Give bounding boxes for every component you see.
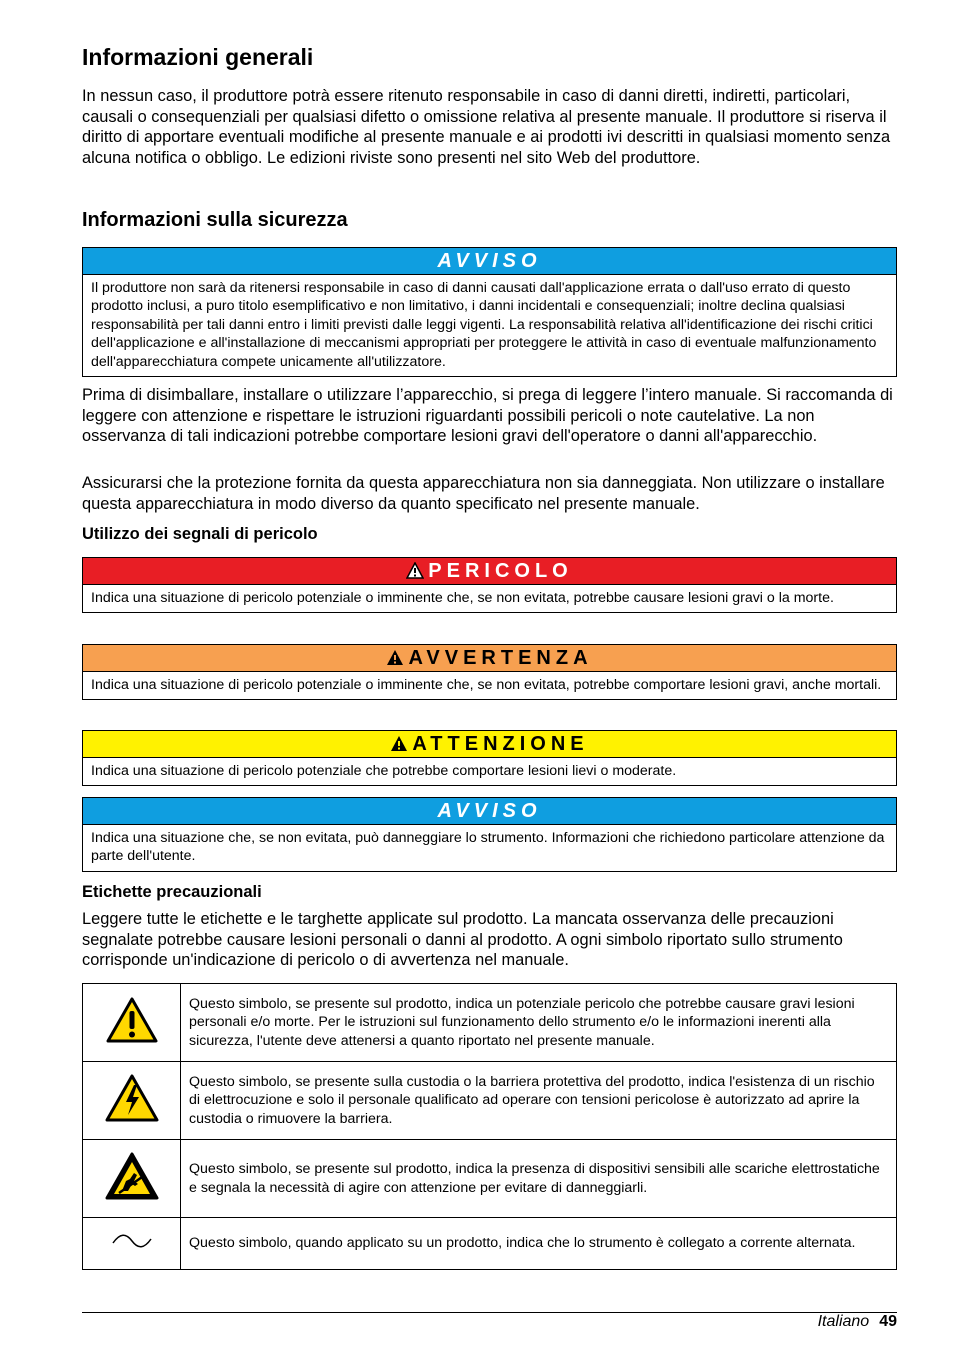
notice-header: AVVISO: [83, 248, 896, 275]
page-footer: [818, 1313, 897, 1331]
danger-text: Indica una situazione di pericolo potenziale o imminente che, se non evitata, potrebbe causare lesioni gravi o la morte.: [91, 590, 834, 606]
notice-box: [82, 247, 897, 377]
notice-text-2: Indica una situazione che, se non evitata, può danneggiare lo strumento. Informazioni che richiedono particolare attenzione da parte dell'utente.: [91, 830, 885, 865]
caution-box: [82, 730, 897, 786]
caution-text: Indica una situazione di pericolo potenziale che potrebbe comportare lesioni lievi o moderate.: [91, 763, 677, 779]
notice-box-2: [82, 797, 897, 872]
symbol-description: Questo simbolo, se presente sul prodotto, indica un potenziale pericolo che potrebbe causare gravi lesioni personali e/o morte. Per le istruzioni sul funzionamento dello strumento e/o le informazioni inerenti alla sicurezza, l'utente deve attenersi a quanto riportato nel presente manuale.: [181, 984, 897, 1062]
caution-header: [83, 731, 896, 758]
caution-label: ATTENZIONE: [412, 733, 589, 755]
danger-label: PERICOLO: [428, 560, 573, 582]
page-number: 49: [879, 1313, 897, 1330]
general-warning-icon: [105, 996, 159, 1044]
warning-header: [83, 645, 896, 672]
hazard-heading: Utilizzo dei segnali di pericolo: [82, 525, 318, 543]
danger-box: [82, 557, 897, 613]
labels-heading: Etichette precauzionali: [82, 883, 262, 901]
notice-header-2: AVVISO: [83, 798, 896, 825]
notice-text: Il produttore non sarà da ritenersi responsabile in caso di danni causati dall'applicazione errata o dall'uso errato di questo prodotto inclusi, a puro titolo esemplificativo e non limitativo, i danni incidentali e consequenziali; inoltre declina qualsiasi responsabilità per tali danni entro i limiti previsti dalle leggi vigenti. La responsabilità relativa all'identificazione dei rischi critici dell'applicazione e all'installazione di meccanismi appropriati per proteggere le attività in caso di eventuale malfunzionamento dell'apparecchiatura compete unicamente all'utilizzatore.: [91, 280, 877, 370]
footer-divider: [82, 1312, 897, 1313]
paragraph-protection: Assicurarsi che la protezione fornita da questa apparecchiatura non sia danneggiata. Non utilizzare o installare questa apparecchiatura in modo diverso da quanto specificato nel presente manuale.: [82, 474, 885, 513]
intro-paragraph: In nessun caso, il produttore potrà essere ritenuto responsabile in caso di danni diretti, indiretti, particolari, causali o consequenziali per qualsiasi difetto o omissione relativa al presente manuale. Il produttore si riserva il diritto di apportare eventuali modifiche al presente manuale e ai prodotti ivi descritti in qualsiasi momento senza alcuna notifica o obbligo. Le edizioni riviste sono presenti nel sito Web del produttore.: [82, 87, 891, 167]
footer-language: Italiano: [817, 1313, 870, 1330]
symbol-description: Questo simbolo, quando applicato su un prodotto, indica che lo strumento è collegato a corrente alternata.: [181, 1218, 897, 1270]
page-title: Informazioni generali: [82, 44, 314, 70]
warning-text: Indica una situazione di pericolo potenziale o imminente che, se non evitata, potrebbe comportare lesioni gravi, anche mortali.: [91, 677, 882, 693]
table-row: [83, 1218, 897, 1270]
warning-triangle-icon: [406, 562, 424, 579]
symbol-description: Questo simbolo, se presente sul prodotto, indica la presenza di dispositivi sensibili alle scariche elettrostatiche e segnala la necessità di agire con attenzione per evitare di danneggiarli.: [181, 1140, 897, 1218]
symbols-table: [82, 983, 897, 1270]
table-row: [83, 1140, 897, 1218]
electrical-shock-icon: [104, 1073, 160, 1123]
warning-box: [82, 644, 897, 700]
labels-intro: Leggere tutte le etichette e le targhette applicate sul prodotto. La mancata osservanza delle precauzioni segnalate potrebbe causare lesioni personali o danni al prodotto. A ogni simbolo riportato sullo strumento corrisponde un'indicazione di pericolo o di avvertenza nel manuale.: [82, 910, 843, 970]
warning-triangle-icon: [390, 735, 408, 752]
table-row: [83, 1062, 897, 1140]
table-row: [83, 984, 897, 1062]
danger-header: [83, 558, 896, 585]
paragraph-read-manual: Prima di disimballare, installare o utilizzare l’apparecchio, si prega di leggere l’intero manuale. Si raccomanda di leggere con attenzione e rispettare le istruzioni riguardanti possibili pericoli o note cautelative. La non osservanza di tali indicazioni potrebbe comportare lesioni gravi dell'operatore o danni all'apparecchio.: [82, 386, 893, 446]
symbol-description: Questo simbolo, se presente sulla custodia o la barriera protettiva del prodotto, indica l'esistenza di un rischio di elettrocuzione e solo il personale qualificato ad operare con tensioni pericolose è autorizzato ad aprire la custodia o rimuovere la barriera.: [181, 1062, 897, 1140]
warning-label: AVVERTENZA: [408, 647, 593, 669]
esd-icon: [104, 1151, 160, 1201]
safety-heading: Informazioni sulla sicurezza: [82, 209, 348, 231]
alternating-current-icon: [110, 1231, 154, 1251]
warning-triangle-icon: [386, 649, 404, 666]
